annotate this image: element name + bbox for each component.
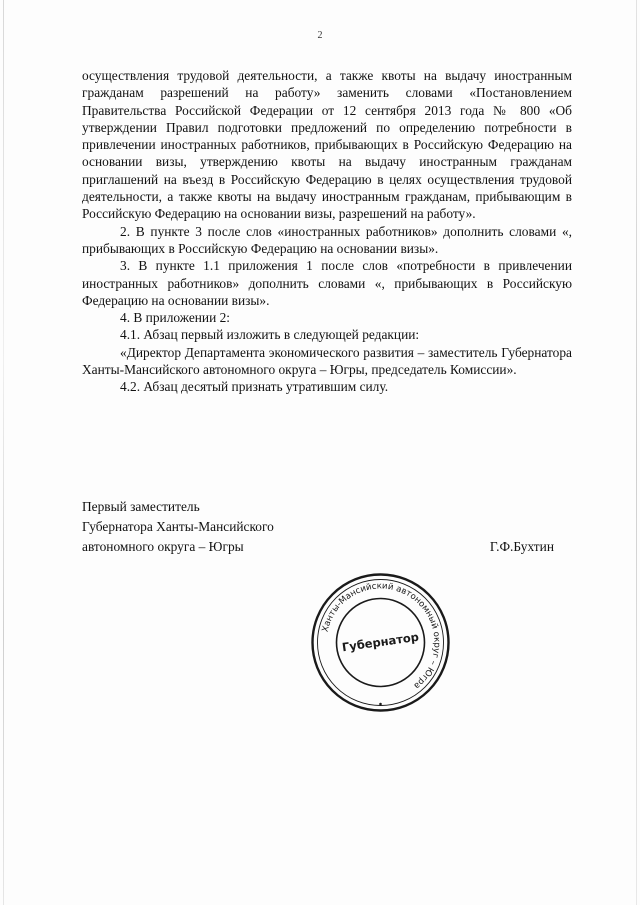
signatory-name: Г.Ф.Бухтин bbox=[489, 539, 554, 554]
scan-edge-left bbox=[3, 0, 4, 905]
paragraph-item-3: 3. В пункте 1.1 приложения 1 после слов «потребности в привлечении иностранных работников» дополнить словами «, прибывающих в Российскую Федерацию на основании визы». bbox=[82, 258, 572, 308]
paragraph-item-4-2: 4.2. Абзац десятый признать утратившим силу. bbox=[120, 379, 389, 395]
document-body bbox=[82, 67, 572, 396]
paragraph-continuation: осуществления трудовой деятельности, а также квоты на выдачу иностранным гражданам разрешений на работу» заменить словами «Постановлением Правительства Российской Федерации от 12 сентября 2013 года № 800 «Об утверждении Правил подготовки предложений по определению потребности в привлечении иностранных работников, прибывающих в Российскую Федерацию на основании визы, утверждению квоты на выдачу иностранным гражданам приглашений на въезд в Российскую Федерацию в целях осуществления трудовой деятельности, а также квоты на выдачу иностранным гражданам, прибывающим в Российскую Федерацию на основании визы, разрешений на работу». bbox=[82, 68, 572, 222]
paragraph-item-4-1: 4.1. Абзац первый изложить в следующей редакции: bbox=[120, 327, 420, 343]
seal-center-text: Губернатор bbox=[341, 629, 420, 655]
paragraph-item-4: 4. В приложении 2: bbox=[120, 310, 231, 326]
scan-edge-right bbox=[636, 0, 637, 905]
page-number: 2 bbox=[317, 30, 323, 41]
signature-title-line-1: Первый заместитель bbox=[82, 499, 200, 514]
signature-block bbox=[82, 497, 572, 557]
seal-ring-text: Ханты-Мансийский автономный округ – Югра bbox=[320, 581, 442, 691]
official-seal bbox=[308, 570, 453, 715]
paragraph-item-2: 2. В пункте 3 после слов «иностранных работников» дополнить словами «, прибывающих в Российскую Федерацию на основании визы». bbox=[82, 223, 572, 256]
seal-dot bbox=[379, 703, 382, 706]
paragraph-quote: «Директор Департамента экономического развития – заместитель Губернатора Ханты-Мансийского автономного округа – Югры, председатель Комиссии». bbox=[82, 344, 572, 378]
signature-title-line-3: автономного округа – Югры bbox=[82, 539, 244, 554]
signature-title-line-2: Губернатора Ханты-Мансийского bbox=[82, 519, 274, 534]
